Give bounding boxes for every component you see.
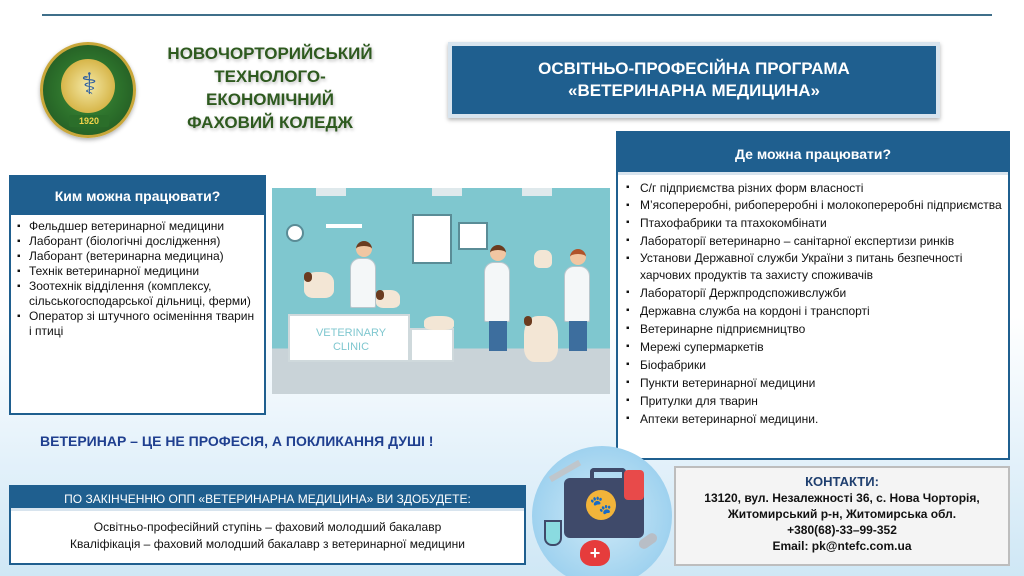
- graduation-qualification: Кваліфікація – фаховий молодший бакалавр з ветеринарної медицини: [70, 537, 465, 551]
- list-item: ▪ Державна служба на кордоні і транспорті: [626, 302, 1002, 320]
- dog-icon: [524, 316, 558, 362]
- veterinary-clinic-illustration: [272, 188, 610, 394]
- puppy-icon: [534, 250, 552, 268]
- who-can-work-title: Ким можна працювати?: [11, 177, 264, 215]
- list-item: ▪ Лаборант (біологічні дослідження): [17, 234, 258, 249]
- college-name-line: ЕКОНОМІЧНИЙ: [206, 90, 334, 109]
- dog-ear: [524, 316, 532, 326]
- vet-legs: [489, 321, 507, 351]
- clinic-sign-line1: VETERINARY: [315, 327, 387, 339]
- vet-head: [570, 249, 586, 265]
- list-item: ▪ Лабораторії ветеринарно – санітарної експертизи ринків: [626, 232, 1002, 250]
- vet-head: [490, 245, 506, 261]
- college-name-line: ФАХОВИЙ КОЛЕДЖ: [187, 113, 353, 132]
- dog-ear: [304, 272, 312, 282]
- contacts-email[interactable]: Email: pk@ntefc.com.ua: [772, 539, 912, 553]
- dog-ear: [376, 290, 384, 300]
- caduceus-icon: ⚕: [81, 68, 98, 101]
- college-name: [150, 42, 390, 134]
- lamp-icon: [316, 188, 346, 196]
- who-can-work-panel: [9, 175, 266, 415]
- paw-icon: 🐾: [586, 490, 616, 520]
- vet-head: [356, 241, 372, 257]
- contacts-address: 13120, вул. Незалежності 36, с. Нова Чорторія,: [704, 491, 980, 505]
- list-item: ▪ М’ясопереробні, рибопереробні і молокопереробні підприємства: [626, 197, 1002, 214]
- where-can-work-panel: [616, 131, 1010, 460]
- list-item: ▪ Лабораторії Держпродспоживслужби: [626, 284, 1002, 302]
- shelf: [326, 224, 362, 228]
- graduation-result-title: ПО ЗАКІНЧЕННЮ ОПП «ВЕТЕРИНАРНА МЕДИЦИНА» ВИ ЗДОБУДЕТЕ:: [11, 487, 524, 511]
- dog-icon: [304, 272, 334, 298]
- where-can-work-list: [618, 175, 1008, 428]
- who-can-work-list: [11, 215, 264, 339]
- vet-legs: [569, 321, 587, 351]
- list-item: ▪ Птахофабрики та птахокомбінати: [626, 214, 1002, 232]
- clinic-counter: [288, 314, 410, 362]
- program-title-line1: ОСВІТНЬО-ПРОФЕСІЙНА ПРОГРАМА: [538, 59, 850, 78]
- graduation-result-panel: [9, 485, 526, 565]
- graduation-degree: Освітньо-професійний ступінь – фаховий молодший бакалавр: [93, 520, 442, 534]
- lamp-icon: [432, 188, 462, 196]
- list-item: ▪ Технік ветеринарної медицини: [17, 264, 258, 279]
- clock-icon: [286, 224, 304, 242]
- list-item: ▪ Аптеки ветеринарної медицини.: [626, 410, 1002, 428]
- wall-picture: [412, 214, 452, 264]
- list-item: ▪ Установи Державної служби України з питань безпечності харчових продуктів та захисту споживачів: [626, 250, 1002, 284]
- program-title: [448, 42, 940, 118]
- logo-year: 1920: [69, 115, 109, 127]
- list-item: ▪ Ветеринарне підприємництво: [626, 320, 1002, 338]
- list-item: ▪ Оператор зі штучного осіменіння тварин і птиці: [17, 309, 258, 339]
- wall-picture: [458, 222, 488, 250]
- list-item: ▪ Біофабрики: [626, 356, 1002, 374]
- list-item: ▪ Пункти ветеринарної медицини: [626, 374, 1002, 392]
- vet-figure: [484, 262, 510, 322]
- contacts-address: Житомирський р-н, Житомирська обл.: [727, 507, 957, 521]
- list-item: ▪ Притулки для тварин: [626, 392, 1002, 410]
- top-divider: [42, 14, 992, 16]
- vet-figure: [350, 258, 376, 308]
- college-name-line: НОВОЧОРТОРИЙСЬКИЙ: [167, 44, 373, 63]
- vet-figure: [564, 266, 590, 322]
- lamp-icon: [522, 188, 552, 196]
- contacts-phone[interactable]: +380(68)-33–99-352: [787, 523, 897, 537]
- list-item: ▪ Мережі супермаркетів: [626, 338, 1002, 356]
- list-item: ▪ Лаборант (ветеринарна медицина): [17, 249, 258, 264]
- college-logo: [40, 42, 136, 138]
- contacts-panel: [674, 466, 1010, 566]
- dog-icon: [376, 290, 400, 308]
- program-title-line2: «ВЕТЕРИНАРНА МЕДИЦИНА»: [568, 81, 820, 100]
- list-item: ▪ С/г підприємства різних форм власності: [626, 179, 1002, 197]
- cat-icon: [424, 316, 454, 330]
- college-name-line: ТЕХНОЛОГО-: [214, 67, 326, 86]
- where-can-work-title: Де можна працювати?: [618, 133, 1008, 175]
- list-item: ▪ Фельдшер ветеринарної медицини: [17, 219, 258, 234]
- clinic-sign-line2: CLINIC: [332, 341, 370, 353]
- slogan: ВЕТЕРИНАР – ЦЕ НЕ ПРОФЕСІЯ, А ПОКЛИКАННЯ ДУШІ !: [40, 433, 434, 449]
- contacts-title: КОНТАКТИ:: [805, 474, 879, 489]
- blood-bag-icon: [624, 470, 644, 500]
- flask-icon: [544, 520, 562, 546]
- list-item: ▪ Зоотехнік відділення (комплексу, сільськогосподарської дільниці, ферми): [17, 279, 258, 309]
- heart-cross-icon: +: [580, 540, 610, 566]
- paw-box: [410, 328, 454, 362]
- clinic-sign: [290, 326, 412, 354]
